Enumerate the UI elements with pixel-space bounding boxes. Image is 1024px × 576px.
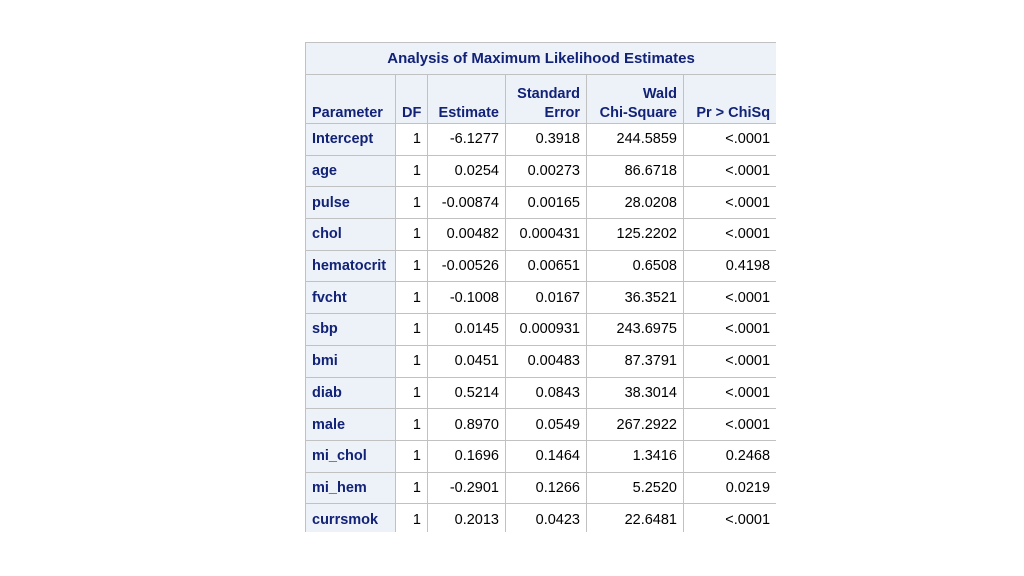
cell-wald: 125.2202: [587, 219, 684, 251]
table-row: [306, 124, 777, 156]
cell-wald: 28.0208: [587, 187, 684, 219]
table-title-row: [306, 43, 777, 75]
cell-std-error: 0.00273: [506, 155, 587, 187]
cell-estimate: 0.0254: [428, 155, 506, 187]
cell-df: 1: [396, 250, 428, 282]
table-row: [306, 250, 777, 282]
table-row: [306, 345, 777, 377]
header-p-value: Pr > ChiSq: [684, 75, 777, 124]
cell-p-value: <.0001: [684, 219, 777, 251]
header-standard-error: [506, 75, 587, 124]
cell-std-error: 0.1266: [506, 472, 587, 504]
cell-parameter: fvcht: [306, 282, 396, 314]
cell-wald: 87.3791: [587, 345, 684, 377]
cell-p-value: <.0001: [684, 187, 777, 219]
cell-wald: 38.3014: [587, 377, 684, 409]
cell-wald: 0.6508: [587, 250, 684, 282]
cell-parameter: mi_hem: [306, 472, 396, 504]
cell-estimate: 0.0451: [428, 345, 506, 377]
cell-wald: 1.3416: [587, 440, 684, 472]
column-header-row: [306, 75, 777, 124]
cell-p-value: 0.0219: [684, 472, 777, 504]
cell-estimate: 0.1696: [428, 440, 506, 472]
header-standard-error-line2: Error: [544, 105, 580, 121]
cell-std-error: 0.000931: [506, 314, 587, 346]
cell-wald: 243.6975: [587, 314, 684, 346]
cell-wald: 244.5859: [587, 124, 684, 156]
cell-parameter: mi_chol: [306, 440, 396, 472]
cell-estimate: 0.00482: [428, 219, 506, 251]
cell-estimate: -0.00874: [428, 187, 506, 219]
header-estimate: Estimate: [428, 75, 506, 124]
cell-wald: 267.2922: [587, 409, 684, 441]
cell-std-error: 0.0167: [506, 282, 587, 314]
cell-df: 1: [396, 282, 428, 314]
cell-p-value: <.0001: [684, 282, 777, 314]
cell-wald: 5.2520: [587, 472, 684, 504]
cell-p-value: <.0001: [684, 124, 777, 156]
cell-std-error: 0.00483: [506, 345, 587, 377]
header-standard-error-line1: Standard: [517, 86, 580, 102]
table-row: [306, 219, 777, 251]
cell-estimate: -0.00526: [428, 250, 506, 282]
cell-p-value: <.0001: [684, 345, 777, 377]
table-row: [306, 314, 777, 346]
table-row: [306, 377, 777, 409]
cell-estimate: -0.1008: [428, 282, 506, 314]
cell-estimate: 0.2013: [428, 504, 506, 532]
cell-df: 1: [396, 504, 428, 532]
cell-estimate: 0.5214: [428, 377, 506, 409]
header-wald-line1: Wald: [642, 86, 677, 102]
table-row: [306, 504, 777, 532]
cell-parameter: currsmok: [306, 504, 396, 532]
header-parameter: Parameter: [306, 75, 396, 124]
cell-p-value: 0.2468: [684, 440, 777, 472]
table-row: [306, 155, 777, 187]
cell-estimate: -0.2901: [428, 472, 506, 504]
table-row: [306, 440, 777, 472]
cell-std-error: 0.1464: [506, 440, 587, 472]
header-wald-chi-square: [587, 75, 684, 124]
cell-p-value: <.0001: [684, 409, 777, 441]
cell-df: 1: [396, 472, 428, 504]
cell-p-value: 0.4198: [684, 250, 777, 282]
cell-df: 1: [396, 187, 428, 219]
table-row: [306, 409, 777, 441]
cell-wald: 22.6481: [587, 504, 684, 532]
cell-parameter: Intercept: [306, 124, 396, 156]
cell-p-value: <.0001: [684, 155, 777, 187]
cell-estimate: -6.1277: [428, 124, 506, 156]
table-row: [306, 187, 777, 219]
cell-std-error: 0.00165: [506, 187, 587, 219]
table-row: [306, 472, 777, 504]
cell-std-error: 0.0843: [506, 377, 587, 409]
cell-std-error: 0.0423: [506, 504, 587, 532]
cell-parameter: pulse: [306, 187, 396, 219]
table-title: Analysis of Maximum Likelihood Estimates: [306, 43, 777, 75]
cell-parameter: sbp: [306, 314, 396, 346]
cell-df: 1: [396, 440, 428, 472]
cell-wald: 36.3521: [587, 282, 684, 314]
cell-parameter: chol: [306, 219, 396, 251]
cell-estimate: 0.8970: [428, 409, 506, 441]
cell-parameter: hematocrit: [306, 250, 396, 282]
cell-estimate: 0.0145: [428, 314, 506, 346]
cell-parameter: age: [306, 155, 396, 187]
mle-estimates-table: [305, 42, 776, 532]
header-wald-line2: Chi-Square: [599, 105, 677, 121]
cell-df: 1: [396, 377, 428, 409]
cell-p-value: <.0001: [684, 377, 777, 409]
cell-std-error: 0.3918: [506, 124, 587, 156]
table-row: [306, 282, 777, 314]
cell-df: 1: [396, 314, 428, 346]
cell-p-value: <.0001: [684, 314, 777, 346]
cell-parameter: male: [306, 409, 396, 441]
cell-df: 1: [396, 124, 428, 156]
cell-std-error: 0.000431: [506, 219, 587, 251]
cell-p-value: <.0001: [684, 504, 777, 532]
cell-std-error: 0.0549: [506, 409, 587, 441]
header-df: DF: [396, 75, 428, 124]
cell-wald: 86.6718: [587, 155, 684, 187]
cell-parameter: bmi: [306, 345, 396, 377]
cell-df: 1: [396, 219, 428, 251]
cell-parameter: diab: [306, 377, 396, 409]
cell-df: 1: [396, 409, 428, 441]
cell-df: 1: [396, 345, 428, 377]
cell-df: 1: [396, 155, 428, 187]
cell-std-error: 0.00651: [506, 250, 587, 282]
estimates-table-container: [305, 42, 776, 532]
